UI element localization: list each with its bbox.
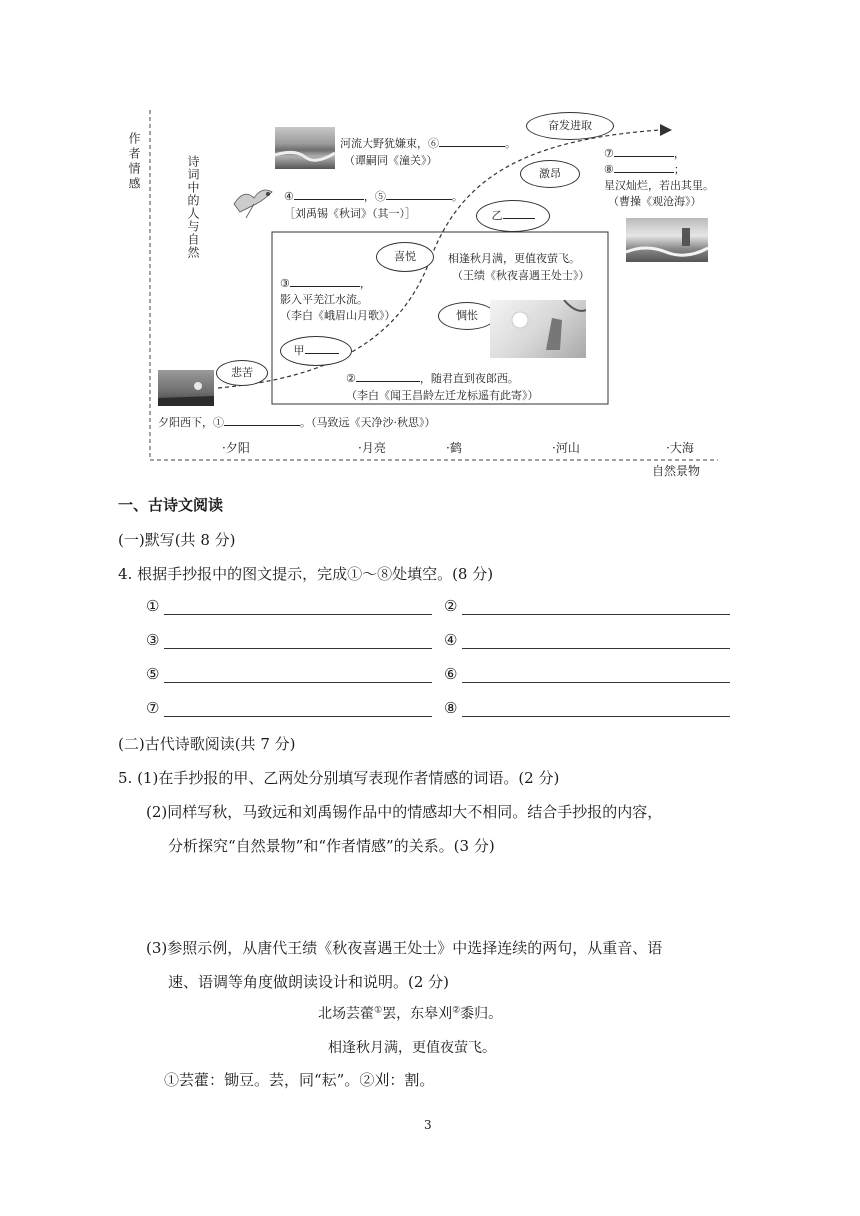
x-tick-sea: ·大海 xyxy=(666,441,694,455)
answer-line-8[interactable] xyxy=(462,716,730,717)
poem-wang: 相逢秋月满，更值夜萤飞。 xyxy=(448,252,580,265)
section-heading: 一、古诗文阅读 xyxy=(118,496,224,514)
question-5-3-line2: 速、语调等角度做朗读设计和说明。(2 分) xyxy=(168,973,450,991)
blank-label-4: ④ xyxy=(444,631,458,649)
bubble-jia: 甲 xyxy=(280,336,352,366)
poem-45: ④ ，⑤ 。 xyxy=(284,190,463,203)
y-axis-title: 作者情感 xyxy=(127,132,141,192)
blank-label-6: ⑥ xyxy=(444,665,458,683)
subsection-poetry: (二)古代诗歌阅读(共 7 分) xyxy=(118,735,296,753)
river-photo xyxy=(275,127,335,169)
answer-line-6[interactable] xyxy=(462,682,730,683)
question-5-3-line1: (3)参照示例，从唐代王绩《秋夜喜遇王处士》中选择连续的两句，从重音、语 xyxy=(146,939,663,957)
footnote-mark-1: ① xyxy=(374,1005,383,1016)
sunset-photo xyxy=(158,370,214,406)
inner-axis-title: 诗词中的人与自然 xyxy=(186,155,200,259)
poem-78: ⑦ ， ⑧ ； 星汉灿烂，若出其里。 （曹操《观沧海》） xyxy=(604,147,714,208)
bubble-yi: 乙 xyxy=(476,200,550,232)
x-tick-crane: ·鹤 xyxy=(446,441,462,455)
x-axis-title: 自然景物 xyxy=(652,464,701,478)
blank-label-3: ③ xyxy=(146,631,160,649)
arrow-head-icon xyxy=(660,124,672,136)
sea-photo xyxy=(626,218,708,262)
bubble-jiang: 激昂 xyxy=(520,160,580,188)
verse-line-2: 相逢秋月满，更值夜萤飞。 xyxy=(328,1040,496,1056)
answer-line-3[interactable] xyxy=(164,648,432,649)
question-5-2-line2: 分析探究“自然景物”和“作者情感”的关系。(3 分) xyxy=(168,837,495,855)
poem-2-source: （李白《闻王昌龄左迁龙标遥有此寄》） xyxy=(346,389,539,402)
bubble-beiku: 悲苦 xyxy=(216,360,268,386)
x-tick-moon: ·月亮 xyxy=(358,441,386,455)
footnote-mark-2: ② xyxy=(452,1005,461,1016)
question-5-1: 5. (1)在手抄报的甲、乙两处分别填写表现作者情感的词语。(2 分) xyxy=(118,769,560,787)
x-tick-sunset: ·夕阳 xyxy=(222,441,250,455)
question-4: 4. 根据手抄报中的图文提示，完成①～⑧处填空。(8 分) xyxy=(118,565,494,583)
blank-label-8: ⑧ xyxy=(444,699,458,717)
poem-wang-source: （王绩《秋夜喜遇王处士》） xyxy=(452,269,590,282)
answer-line-2[interactable] xyxy=(462,614,730,615)
bubble-fenfa: 奋发进取 xyxy=(526,112,614,140)
poem-45-source: ［刘禹锡《秋词》（其一）］ xyxy=(284,207,416,220)
answer-line-4[interactable] xyxy=(462,648,730,649)
poem-6: 河流大野犹嫌束，⑥ 。 xyxy=(340,137,516,150)
bubble-chanchang: 惆怅 xyxy=(438,302,496,330)
x-tick-mountains: ·河山 xyxy=(552,441,580,455)
figure-axes xyxy=(0,0,860,480)
blank-label-2: ② xyxy=(444,597,458,615)
footnote: ①芸藿：锄豆。芸，同“耘”。②刈：割。 xyxy=(164,1071,435,1089)
answer-line-7[interactable] xyxy=(164,716,432,717)
page-number: 3 xyxy=(424,1118,432,1132)
poem-2: ② ，随君直到夜郎西。 xyxy=(346,372,519,385)
bubble-xiyue: 喜悦 xyxy=(376,242,434,272)
blank-label-7: ⑦ xyxy=(146,699,160,717)
crane-picture xyxy=(230,182,274,222)
poem-3: ③ ， 影入平羌江水流。 （李白《峨眉山月歌》） xyxy=(280,277,396,322)
subsection-dictation: (一)默写(共 8 分) xyxy=(118,531,236,549)
answer-line-1[interactable] xyxy=(164,614,432,615)
poem-6-source: （谭嗣同《潼关》） xyxy=(344,154,438,167)
answer-line-5[interactable] xyxy=(164,682,432,683)
blank-label-1: ① xyxy=(146,597,160,615)
poem-1: 夕阳西下，① 。（马致远《天净沙·秋思》） xyxy=(158,416,436,429)
moon-photo xyxy=(490,300,586,358)
verse-line-1: 北场芸藿①罢，东皋刈②黍归。 xyxy=(318,1005,503,1022)
blank-label-5: ⑤ xyxy=(146,665,160,683)
question-5-2-line1: (2)同样写秋，马致远和刘禹锡作品中的情感却大不相同。结合手抄报的内容， xyxy=(146,803,663,821)
